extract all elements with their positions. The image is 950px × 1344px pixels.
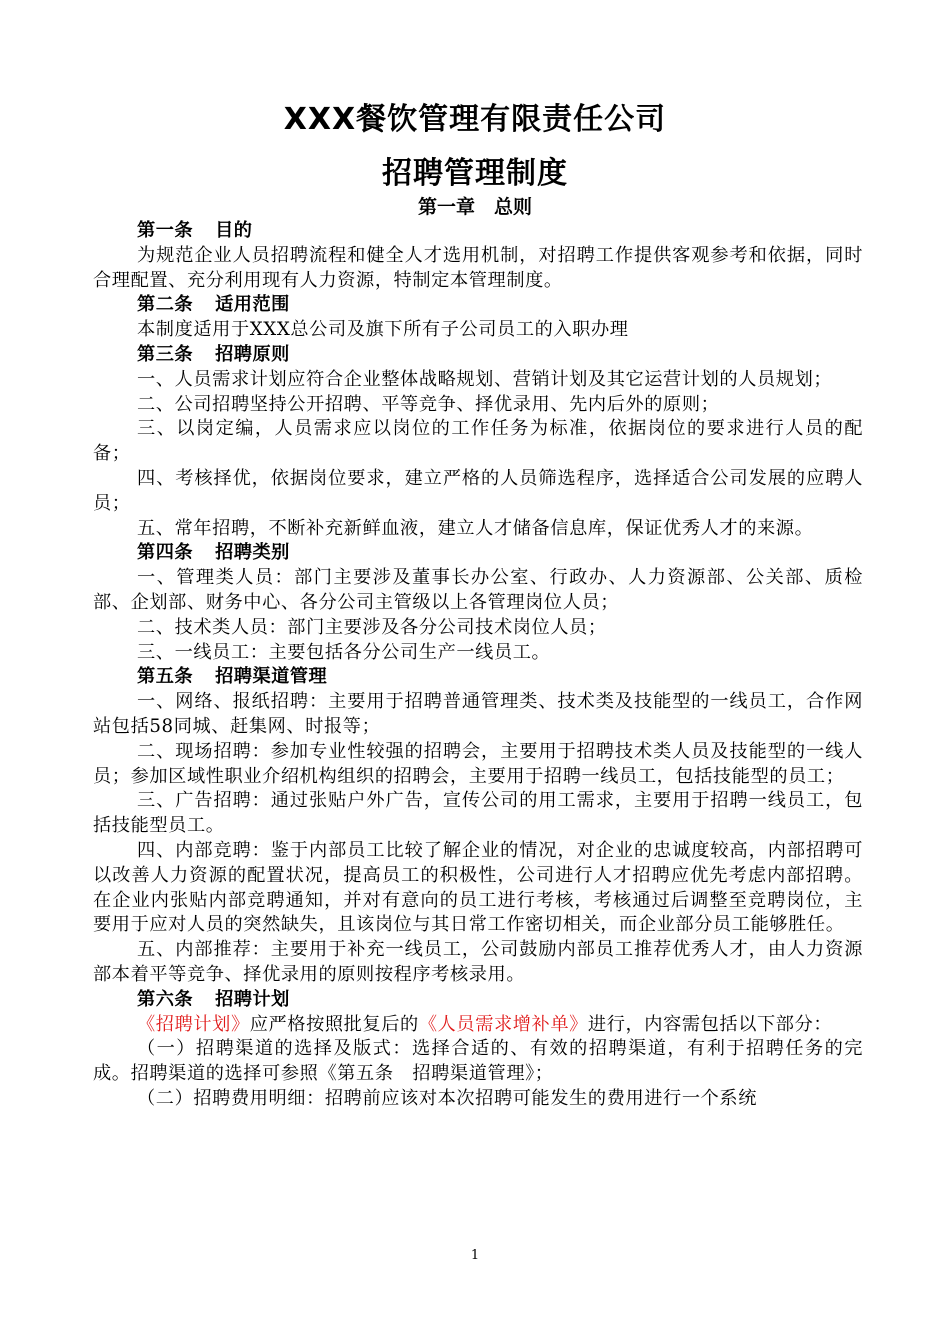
paragraph: 四、内部竞聘：鉴于内部员工比较了解企业的情况，对企业的忠诚度较高，内部招聘可以改善人力资源的配置状况，提高员工的积极性，公司进行人才招聘应优先考虑内部招聘。在企业内张贴内部竞聘通知，并对有意向的员工进行考核，考核通过后调整至竞聘岗位，主要用于应对人员的突然缺失，且该岗位与其日常工作密切相关，而企业部分员工能够胜任。 (93, 839, 863, 936)
article-number: 第四条 (137, 542, 194, 564)
document-body (93, 219, 863, 1112)
document-title: 招聘管理制度 (382, 156, 568, 191)
paragraph: 二、现场招聘：参加专业性较强的招聘会，主要用于招聘技术类人员及技能型的一线人员；参加区域性职业介绍机构组织的招聘会，主要用于招聘一线员工，包括技能型的员工； (93, 740, 863, 787)
paragraph (93, 1013, 863, 1038)
article-number: 第三条 (137, 343, 194, 365)
paragraph: 本制度适用于XXX总公司及旗下所有子公司员工的入职办理 (137, 319, 629, 341)
chapter-heading: 第一章 总则 (417, 196, 532, 218)
paragraph: 一、人员需求计划应符合企业整体战略规划、营销计划及其它运营计划的人员规划； (137, 368, 833, 390)
paragraph: 五、常年招聘，不断补充新鲜血液，建立人才储备信息库，保证优秀人才的来源。 (137, 517, 814, 539)
article-title: 招聘原则 (215, 343, 290, 365)
paragraph: 一、网络、报纸招聘：主要用于招聘普通管理类、技术类及技能型的一线员工，合作网站包括58同城、赶集网、时报等； (93, 691, 863, 737)
article-heading (93, 988, 863, 1013)
paragraph: 四、考核择优，依据岗位要求，建立严格的人员筛选程序，选择适合公司发展的应聘人员； (93, 467, 863, 514)
paragraph: 三、广告招聘：通过张贴户外广告，宣传公司的用工需求，主要用于招聘一线员工，包括技能型员工。 (93, 790, 863, 837)
article-heading (93, 343, 863, 368)
article-heading (93, 293, 863, 318)
paragraph: （二）招聘费用明细：招聘前应该对本次招聘可能发生的费用进行一个系统 (137, 1087, 757, 1109)
staffing-request-reference: 《人员需求增补单》 (418, 1013, 588, 1035)
article-number: 第五条 (137, 666, 194, 688)
article-title: 招聘类别 (215, 542, 290, 564)
article-number: 第二条 (137, 294, 194, 316)
article-title: 适用范围 (215, 294, 290, 316)
paragraph: 五、内部推荐：主要用于补充一线员工，公司鼓励内部员工推荐优秀人才，由人力资源部本着平等竞争、择优录用的原则按程序考核录用。 (93, 939, 863, 985)
article-number: 第一条 (137, 220, 194, 241)
paragraph: 一、管理类人员：部门主要涉及董事长办公室、行政办、人力资源部、公关部、质检部、企划部、财务中心、各分公司主管级以上各管理岗位人员； (93, 567, 863, 613)
article-title: 招聘计划 (215, 988, 290, 1010)
article-title: 目的 (215, 220, 253, 241)
article-number: 第六条 (137, 988, 194, 1010)
paragraph: 三、以岗定编，人员需求应以岗位的工作任务为标准，依据岗位的要求进行人员的配备； (93, 418, 863, 465)
paragraph-text: 进行，内容需包括以下部分： (587, 1013, 833, 1035)
paragraph: 三、一线员工：主要包括各分公司生产一线员工。 (137, 641, 551, 663)
article-title: 招聘渠道管理 (215, 666, 328, 688)
paragraph: （一）招聘渠道的选择及版式：选择合适的、有效的招聘渠道，有利于招聘任务的完成。招聘渠道的选择可参照《第五条 招聘渠道管理》； (93, 1038, 863, 1085)
article-heading (93, 541, 863, 566)
recruitment-plan-reference: 《招聘计划》 (137, 1013, 250, 1035)
paragraph-text: 应严格按照批复后的 (249, 1013, 419, 1035)
paragraph: 二、公司招聘坚持公开招聘、平等竞争、择优录用、先内后外的原则； (137, 393, 720, 415)
paragraph: 二、技术类人员：部门主要涉及各分公司技术岗位人员； (137, 616, 607, 638)
paragraph: 为规范企业人员招聘流程和健全人才选用机制，对招聘工作提供客观参考和依据，同时合理配置、充分利用现有人力资源，特制定本管理制度。 (93, 244, 863, 291)
article-heading (93, 219, 863, 244)
article-heading (93, 665, 863, 690)
company-title: XXX餐饮管理有限责任公司 (283, 102, 667, 137)
page-number: 1 (470, 1248, 480, 1263)
